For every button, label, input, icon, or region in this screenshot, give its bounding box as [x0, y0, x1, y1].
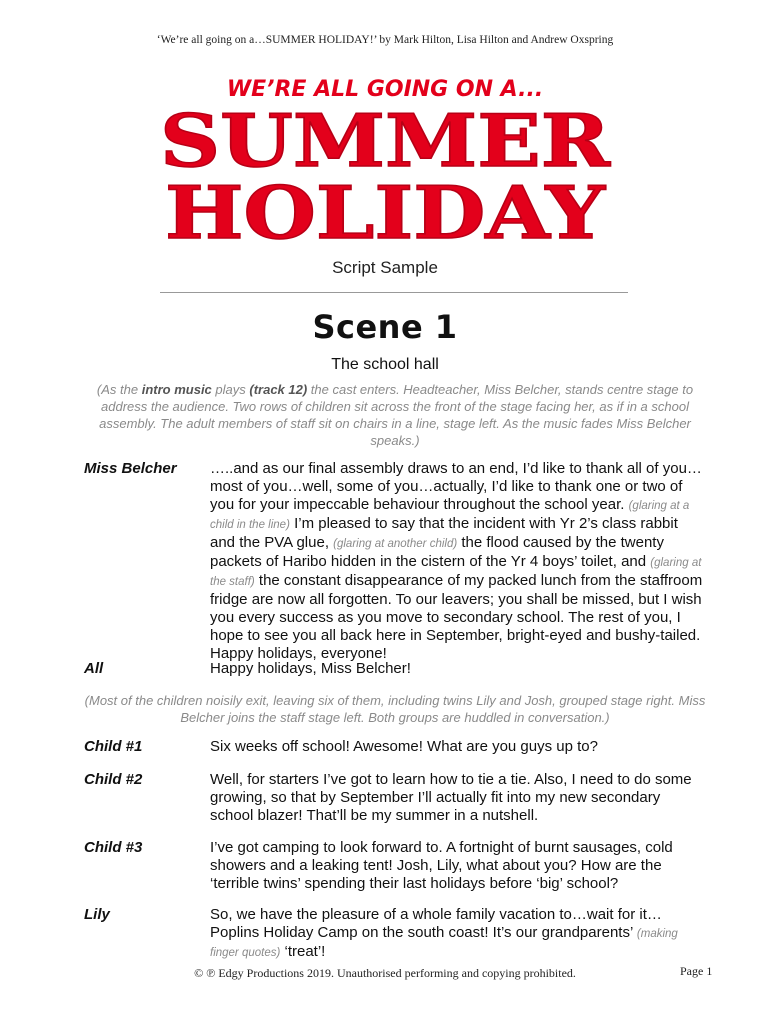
logo-holiday: HOLIDAY — [165, 170, 607, 254]
speaker-name: Miss Belcher — [84, 460, 177, 477]
dialogue-text: So, we have the pleasure of a whole family vacation to…wait for it… Poplins Holiday Camp on the south coast! It’s our grandparents’ (making finger quotes) ‘treat’! — [210, 906, 678, 960]
stage-direction-opening: (As the intro music plays (track 12) the cast enters. Headteacher, Miss Belcher, stands centre stage to address the audience. Two rows of children sit across the front of the stage facing her, as if in a school assembly. The adult members of staff sit on chairs in a line, stage left. As the music fades Miss Belcher speaks.) — [96, 382, 694, 448]
dialogue-text: Six weeks off school! Awesome! What are you guys up to? — [210, 738, 598, 755]
logo-summer: SUMMER — [160, 98, 612, 183]
copyright-footer: © ℗ Edgy Productions 2019. Unauthorised performing and copying prohibited. — [194, 966, 576, 980]
speaker-name: All — [84, 660, 104, 677]
stage-direction-exit: (Most of the children noisily exit, leaving six of them, including twins Lily and Josh, grouped stage right. Miss Belcher joins the staff stage left. Both groups are huddled in conversation.) — [84, 693, 706, 725]
dialogue-text: Happy holidays, Miss Belcher! — [210, 660, 411, 677]
divider — [160, 292, 628, 293]
dialogue-text: …..and as our final assembly draws to an end, I’d like to thank all of you… most of you…well, some of you…actually, I’d like to thank one or two of you for your impeccable behaviour throughout the school year. (glaring at a child in the line) I’m pleased to say that the incident with Yr 2’s class rabbit and the PVA glue, (glaring at another child) the flood caused by the twenty packets of Haribo hidden in the cistern of the Yr 4 boys’ toilet, and (glaring at the staff) the constant disappearance of my packed lunch from the staffroom fridge are now all forgotten. To our leavers; you shall be missed, but I wish you every success as you move to secondary school. The rest of you, I hope to see you all back here in September, bright-eyed and bushy-tailed. Happy holidays, everyone! — [210, 460, 703, 662]
scene-location: The school hall — [331, 356, 439, 373]
page-header: ‘We’re all going on a…SUMMER HOLIDAY!’ by Mark Hilton, Lisa Hilton and Andrew Oxspring — [156, 34, 614, 46]
speaker-name: Lily — [84, 906, 110, 923]
dialogue-text: I’ve got camping to look forward to. A fortnight of burnt sausages, cold showers and a leaking tent! Josh, Lily, what about you? How are the ‘terrible twins’ spending their last holidays before ‘big’ school? — [210, 839, 673, 892]
script-sample-subtitle: Script Sample — [332, 258, 438, 277]
logo-tagline: WE’RE ALL GOING ON A... — [226, 77, 544, 102]
scene-title: Scene 1 — [312, 308, 458, 346]
page-number: Page 1 — [680, 964, 713, 978]
dialogue-text: Well, for starters I’ve got to learn how to tie a tie. Also, I need to do some growing, so that by September I’ll actually fit into my new secondary school blazer! That’ll be my summer in a nutshell. — [210, 771, 692, 824]
speaker-name: Child #2 — [84, 771, 143, 788]
speaker-name: Child #1 — [84, 738, 143, 755]
summer-holiday-logo — [150, 74, 620, 254]
speaker-name: Child #3 — [84, 839, 143, 856]
